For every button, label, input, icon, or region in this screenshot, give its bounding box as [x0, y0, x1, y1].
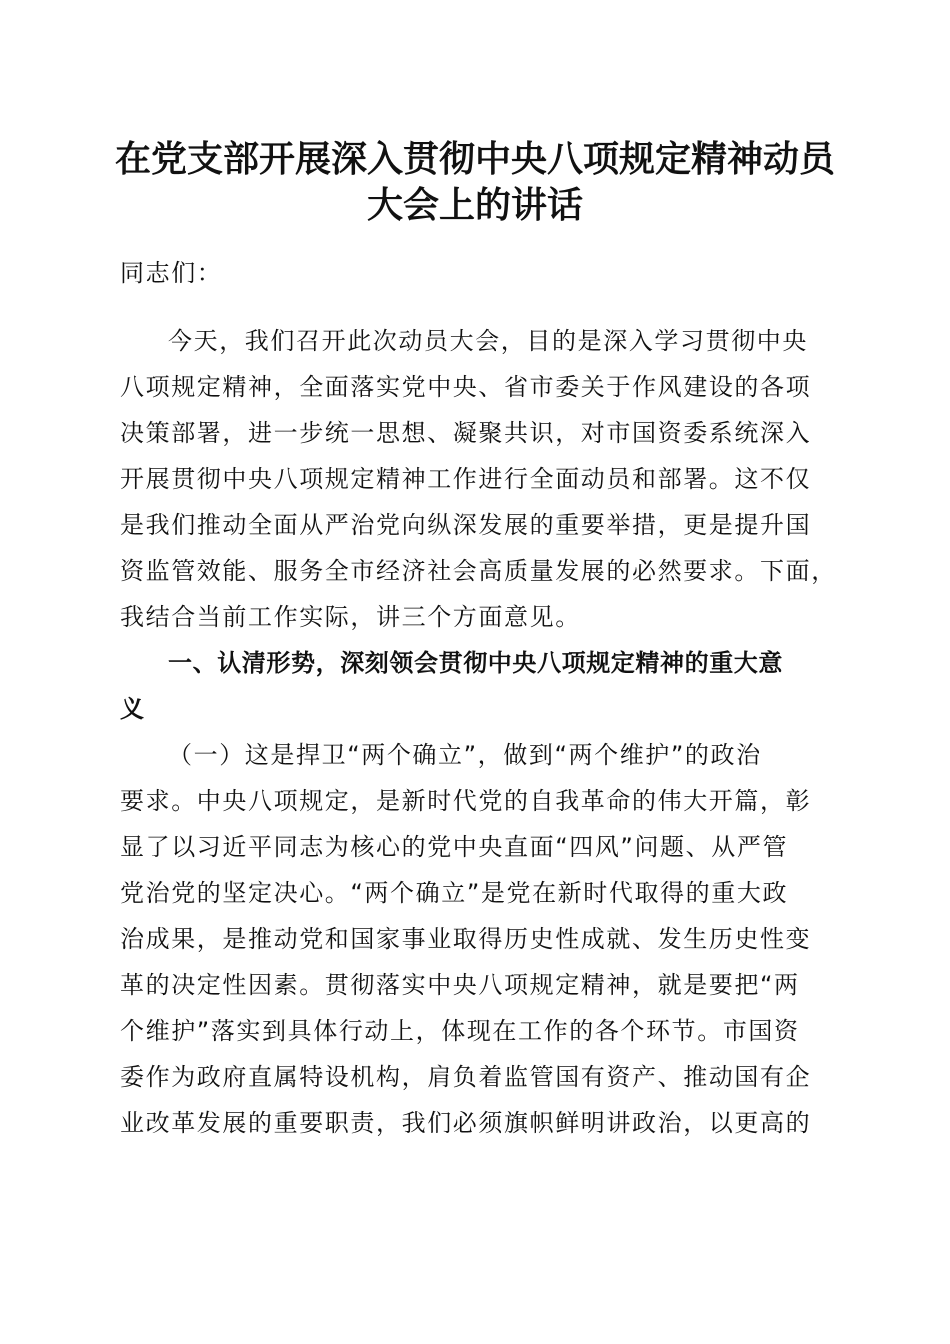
salutation: 同志们：	[120, 259, 223, 287]
subsection-line: 要求。中央八项规定，是新时代党的自我革命的伟大开篇，彰	[120, 787, 812, 815]
document-title-line-1: 在党支部开展深入贯彻中央八项规定精神动员	[114, 138, 835, 180]
document-title-line-2: 大会上的讲话	[366, 184, 583, 226]
intro-line: 八项规定精神，全面落实党中央、省市委关于作风建设的各项	[120, 373, 812, 401]
intro-line: 决策部署，进一步统一思想、凝聚共识，对市国资委系统深入	[120, 419, 812, 447]
subsection-line: 党治党的坚定决心。“两个确立”是党在新时代取得的重大政	[120, 879, 789, 907]
subsection-line: 显了以习近平同志为核心的党中央直面“四风”问题、从严管	[120, 833, 789, 861]
subsection-line: 治成果，是推动党和国家事业取得历史性成就、发生历史性变	[120, 925, 812, 953]
section-heading-line-1: 一、认清形势，深刻领会贯彻中央八项规定精神的重大意	[168, 649, 783, 677]
intro-line: 是我们推动全面从严治党向纵深发展的重要举措，更是提升国	[120, 511, 812, 539]
subsection-line: 委作为政府直属特设机构，肩负着监管国有资产、推动国有企	[120, 1063, 812, 1091]
intro-line: 开展贯彻中央八项规定精神工作进行全面动员和部署。这不仅	[120, 465, 812, 493]
intro-line: 今天，我们召开此次动员大会，目的是深入学习贯彻中央	[168, 327, 808, 355]
subsection-line: （一）这是捍卫“两个确立”，做到“两个维护”的政治	[168, 741, 762, 769]
subsection-line: 个维护”落实到具体行动上，体现在工作的各个环节。市国资	[120, 1017, 800, 1045]
subsection-line: 业改革发展的重要职责，我们必须旗帜鲜明讲政治，以更高的	[120, 1109, 812, 1137]
intro-line: 我结合当前工作实际，讲三个方面意见。	[120, 603, 581, 631]
intro-line: 资监管效能、服务全市经济社会高质量发展的必然要求。下面，	[120, 557, 837, 585]
subsection-line: 革的决定性因素。贯彻落实中央八项规定精神，就是要把“两	[120, 971, 800, 999]
section-heading-line-2: 义	[120, 695, 145, 723]
